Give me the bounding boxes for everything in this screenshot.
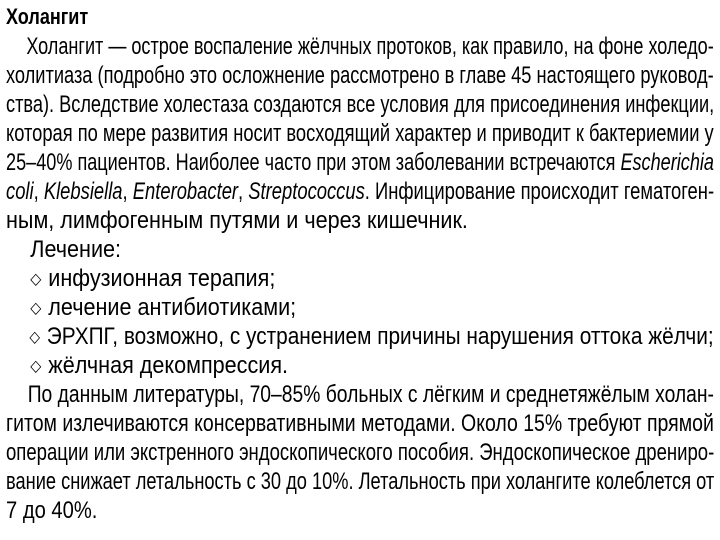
treatment-list-item [6, 293, 643, 322]
separator: , [122, 178, 133, 205]
paragraph-1-line-1: Холангит — острое воспаление жёлчных протоков, как правило, на фоне холедо- [26, 33, 714, 60]
treatment-heading: Лечение: [30, 236, 122, 263]
paragraph-2-line-2: гитом излечиваются консервативными методами. Около 15% требуют прямой [6, 410, 714, 437]
treatment-item-text: лечение антибиотиками; [48, 294, 297, 321]
diamond-bullet-icon: ◇ [30, 300, 42, 317]
section-title: Холангит [6, 4, 89, 29]
diamond-bullet-icon: ◇ [30, 271, 42, 288]
paragraph-1-line-5 [6, 148, 714, 177]
paragraph-1-line-7: ным, лимфогенным путями и через кишечник. [6, 207, 468, 234]
paragraph-1-line-4: которая по мере развития носит восходящий характер и приводит к бактериемии у [6, 120, 714, 147]
treatment-item-text: ЭРХПГ, возможно, с устранением причины нарушения оттока жёлчи; [46, 323, 714, 350]
treatment-list-item [6, 351, 643, 380]
bacterium-streptococcus: Streptococcus [248, 178, 365, 205]
paragraph-2-line-3: операции или экстренного эндоскопического пособия. Эндоскопическое дрениро- [6, 439, 715, 466]
paragraph-2-line-4: вание снижает летальность с 30 до 10%. Летальность при холангите колеблется от [6, 468, 715, 495]
diamond-bullet-icon: ◇ [30, 358, 42, 375]
paragraph-2-line-1: По данным литературы, 70–85% больных с лёгким и среднетяжёлым холан- [27, 381, 714, 408]
paragraph-1-line-3: ства). Вследствие холестаза создаются все условия для присоединения инфекции, [6, 91, 715, 118]
bacterium-klebsiella: Klebsiella [43, 178, 123, 205]
treatment-list-item [6, 264, 643, 293]
paragraph-1-line-5-text: 25–40% пациентов. Наиболее часто при этом заболевании встречаются [6, 149, 621, 176]
bacterium-coli: coli [6, 178, 34, 205]
treatment-item-text: жёлчная декомпрессия. [48, 352, 289, 379]
separator: , [33, 178, 44, 205]
paragraph-2-line-5: 7 до 40%. [6, 497, 98, 524]
paragraph-1-line-2: холитиаза (подробно это осложнение рассмотрено в главе 45 настоящего руковод- [6, 62, 714, 89]
paragraph-1-line-6 [6, 177, 715, 206]
bacterium-escherichia: Escherichia [620, 149, 714, 176]
bacterium-enterobacter: Enterobacter [132, 178, 239, 205]
diamond-bullet-icon: ◇ [29, 329, 41, 346]
treatment-item-text: инфузионная терапия; [48, 265, 276, 292]
treatment-list-item [6, 322, 714, 351]
separator: , [238, 178, 249, 205]
paragraph-1-line-6-text: . Инфицирование происходит гематоген- [364, 178, 715, 205]
